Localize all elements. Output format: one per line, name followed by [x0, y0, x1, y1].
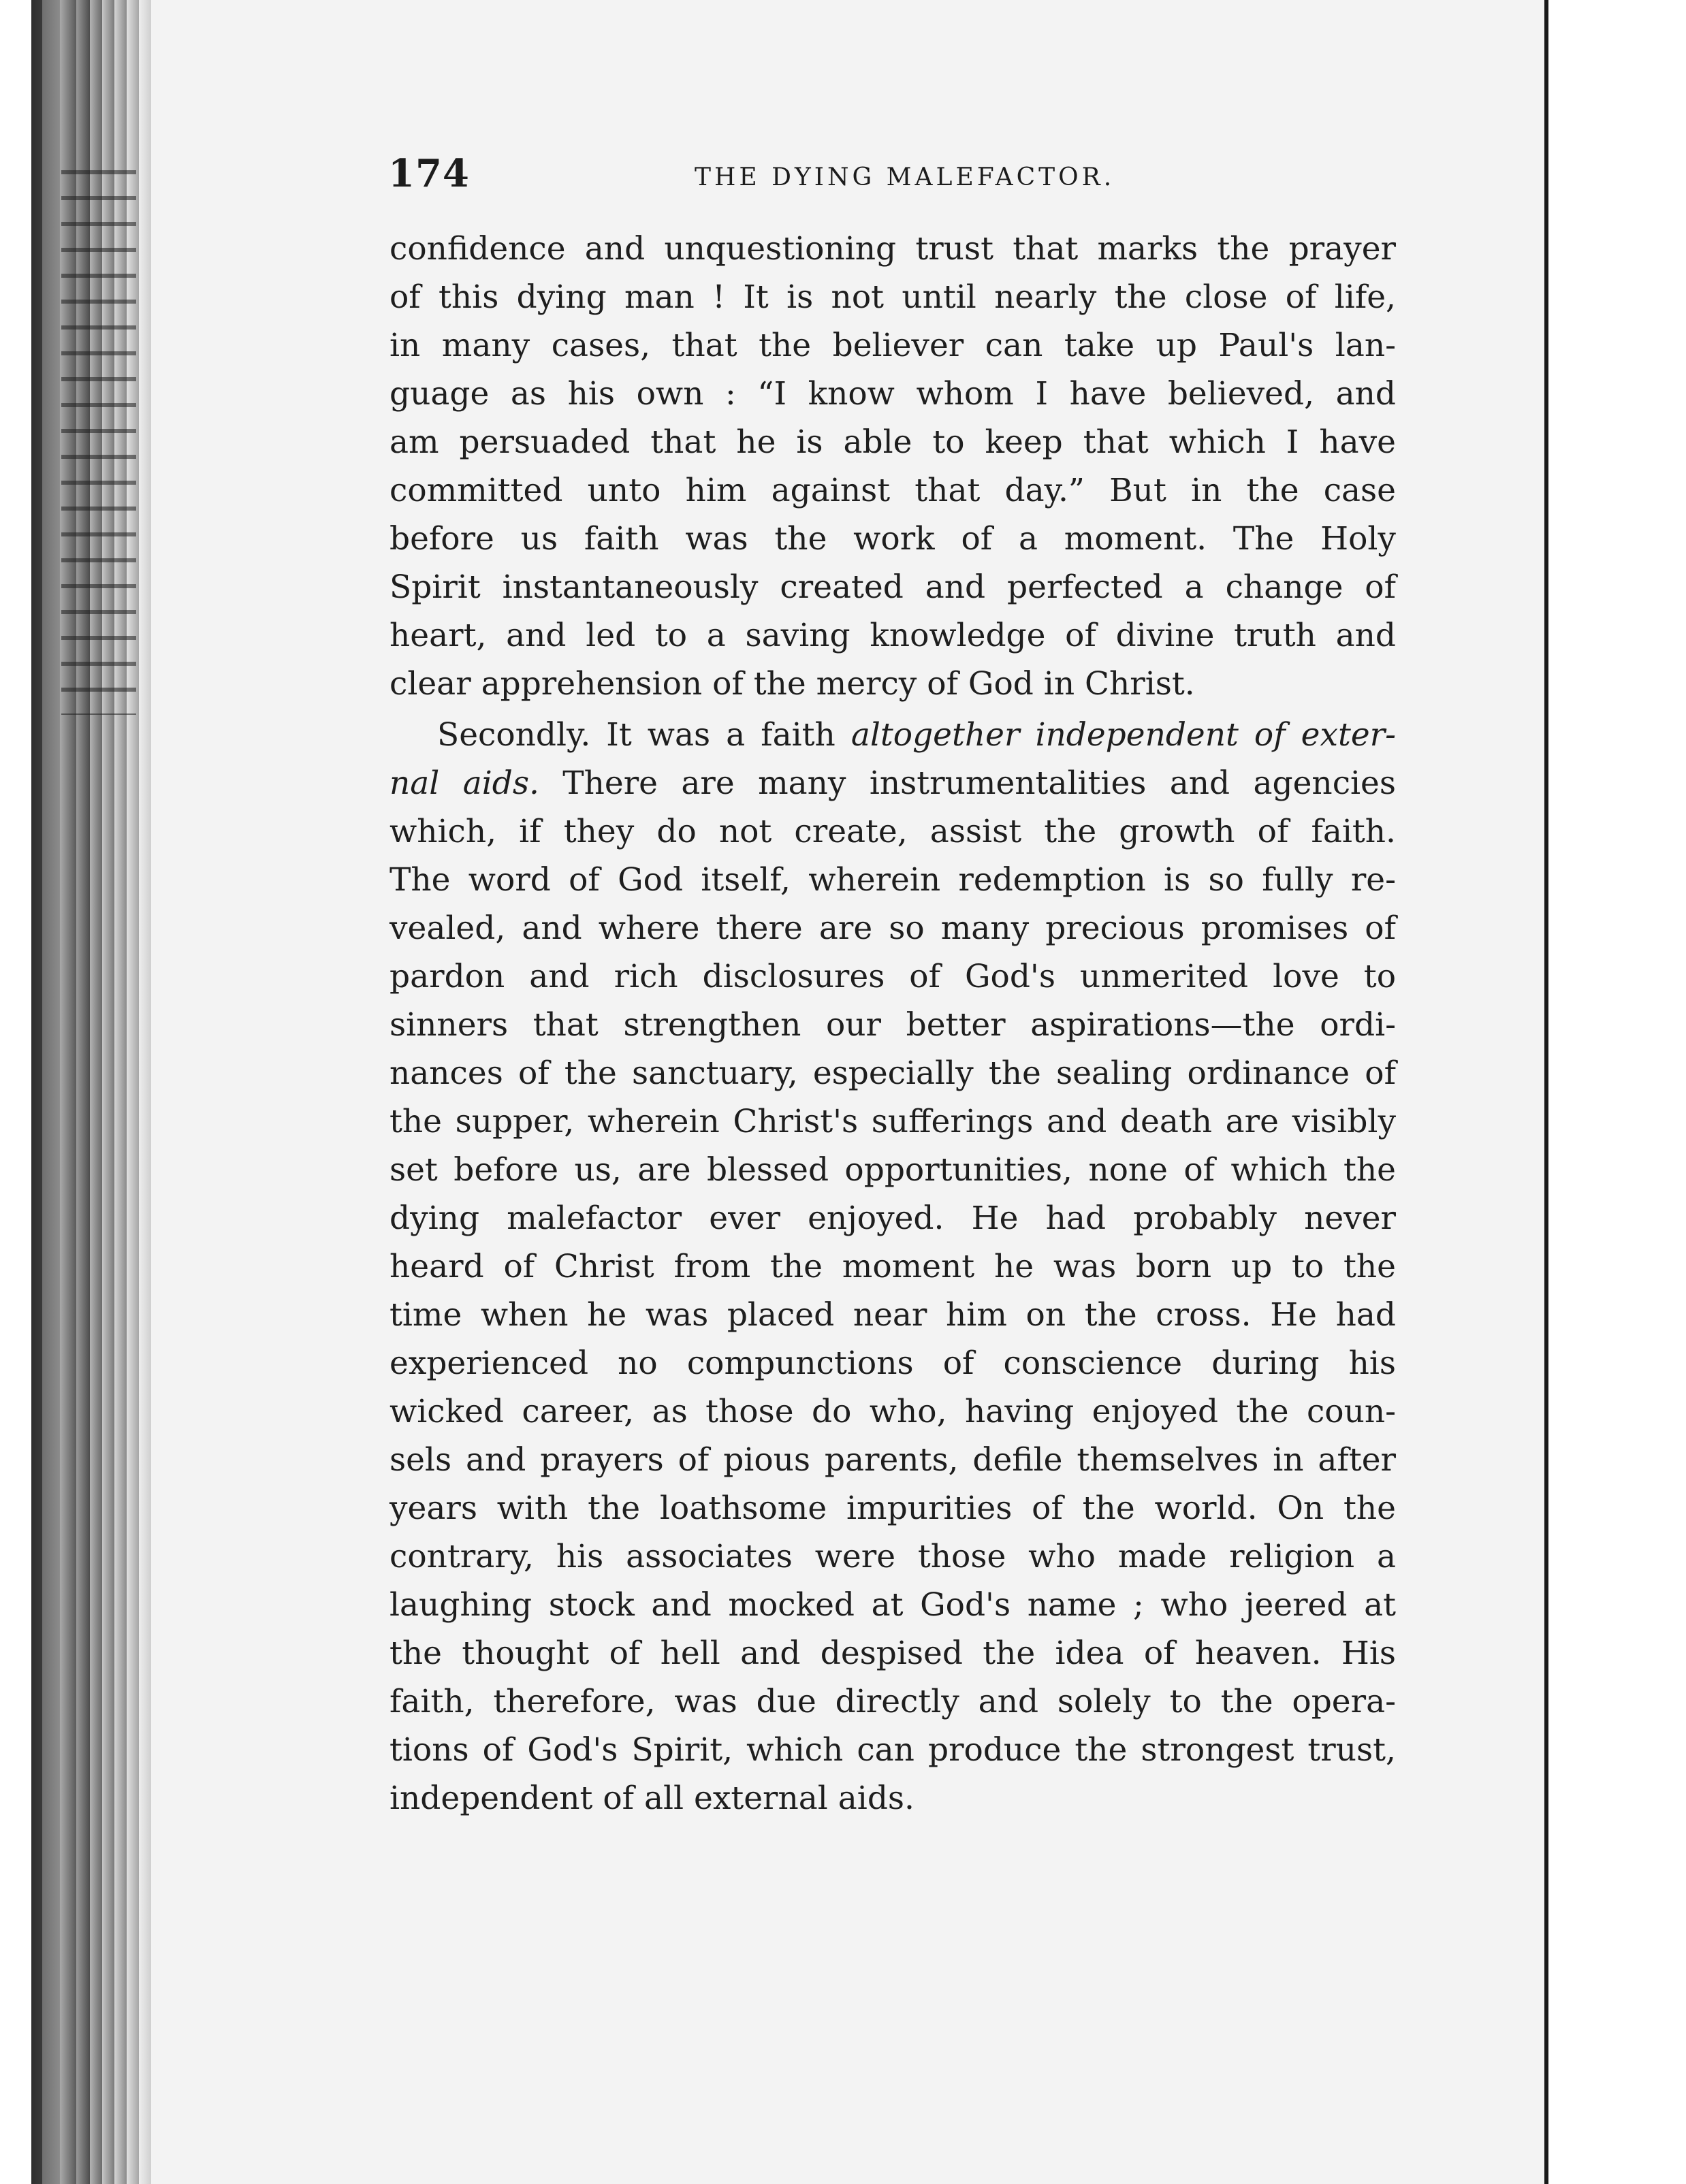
paragraph-1 [389, 225, 1396, 708]
text-line: the thought of hell and despised the idea of heaven. His [389, 1635, 1396, 1672]
text-line: sels and prayers of pious parents, defile themselves in after [389, 1441, 1396, 1479]
text-line: faith, therefore, was due directly and solely to the opera- [389, 1683, 1396, 1720]
text-line: Spirit instantaneously created and perfected a change of [389, 568, 1396, 606]
text-line: time when he was placed near him on the cross. He had [389, 1296, 1396, 1334]
text-line: confidence and unquestioning trust that marks the prayer [389, 230, 1396, 268]
text-line: years with the loathsome impurities of the world. On the [389, 1490, 1396, 1527]
text-line: tions of God's Spirit, which can produce the strongest trust, [389, 1731, 1396, 1769]
text-line: of this dying man ! It is not until nearly the close of life, [389, 278, 1396, 316]
running-head: THE DYING MALEFACTOR. [695, 163, 1115, 191]
text-line: experienced no compunctions of conscience during his [389, 1345, 1396, 1382]
italic-text-run: altogether independent of exter- [850, 716, 1397, 754]
text-line: sinners that strengthen our better aspirations—the ordi- [389, 1006, 1396, 1044]
text-line: wicked career, as those do who, having enjoyed the coun- [389, 1393, 1396, 1430]
book-page-edges [0, 0, 170, 2184]
text-line: am persuaded that he is able to keep that which I have [389, 423, 1396, 461]
text-line: guage as his own : “I know whom I have believed, and [389, 375, 1396, 413]
text-line: dying malefactor ever enjoyed. He had probably never [389, 1200, 1396, 1237]
text-line: vealed, and where there are so many precious promises of [389, 910, 1396, 947]
paragraph-2 [389, 711, 1396, 1822]
text-line: contrary, his associates were those who made religion a [389, 1538, 1396, 1575]
text-line [389, 711, 1396, 759]
text-line: the supper, wherein Christ's sufferings and death are visibly [389, 1103, 1396, 1140]
text-run: There are many instrumentalities and agencies [539, 765, 1396, 802]
text-line: pardon and rich disclosures of God's unmerited love to [389, 958, 1396, 995]
text-line: heard of Christ from the moment he was born up to the [389, 1248, 1396, 1285]
text-line: committed unto him against that day.” But in the case [389, 472, 1396, 509]
text-line: set before us, are blessed opportunities, none of which the [389, 1151, 1396, 1189]
text-line [389, 759, 1396, 807]
page-header [388, 151, 1430, 206]
text-line: laughing stock and mocked at God's name ; who jeered at [389, 1586, 1396, 1624]
text-run: Secondly. It was a faith [437, 716, 851, 754]
text-line: nances of the sanctuary, especially the sealing ordinance of [389, 1055, 1396, 1092]
text-line: independent of all external aids. [389, 1780, 914, 1817]
page-number: 174 [388, 151, 470, 196]
facing-page-edge [1548, 0, 1686, 2184]
text-line: before us faith was the work of a moment. The Holy [389, 520, 1396, 558]
text-line: heart, and led to a saving knowledge of divine truth and [389, 617, 1396, 654]
text-line: in many cases, that the believer can take up Paul's lan- [389, 327, 1396, 364]
text-line: clear apprehension of the mercy of God in Christ. [389, 665, 1195, 703]
text-line: The word of God itself, wherein redemption is so fully re- [389, 861, 1396, 899]
italic-text-run: nal aids. [389, 765, 539, 802]
page-body [389, 225, 1396, 1822]
text-line: which, if they do not create, assist the growth of faith. [389, 813, 1396, 850]
